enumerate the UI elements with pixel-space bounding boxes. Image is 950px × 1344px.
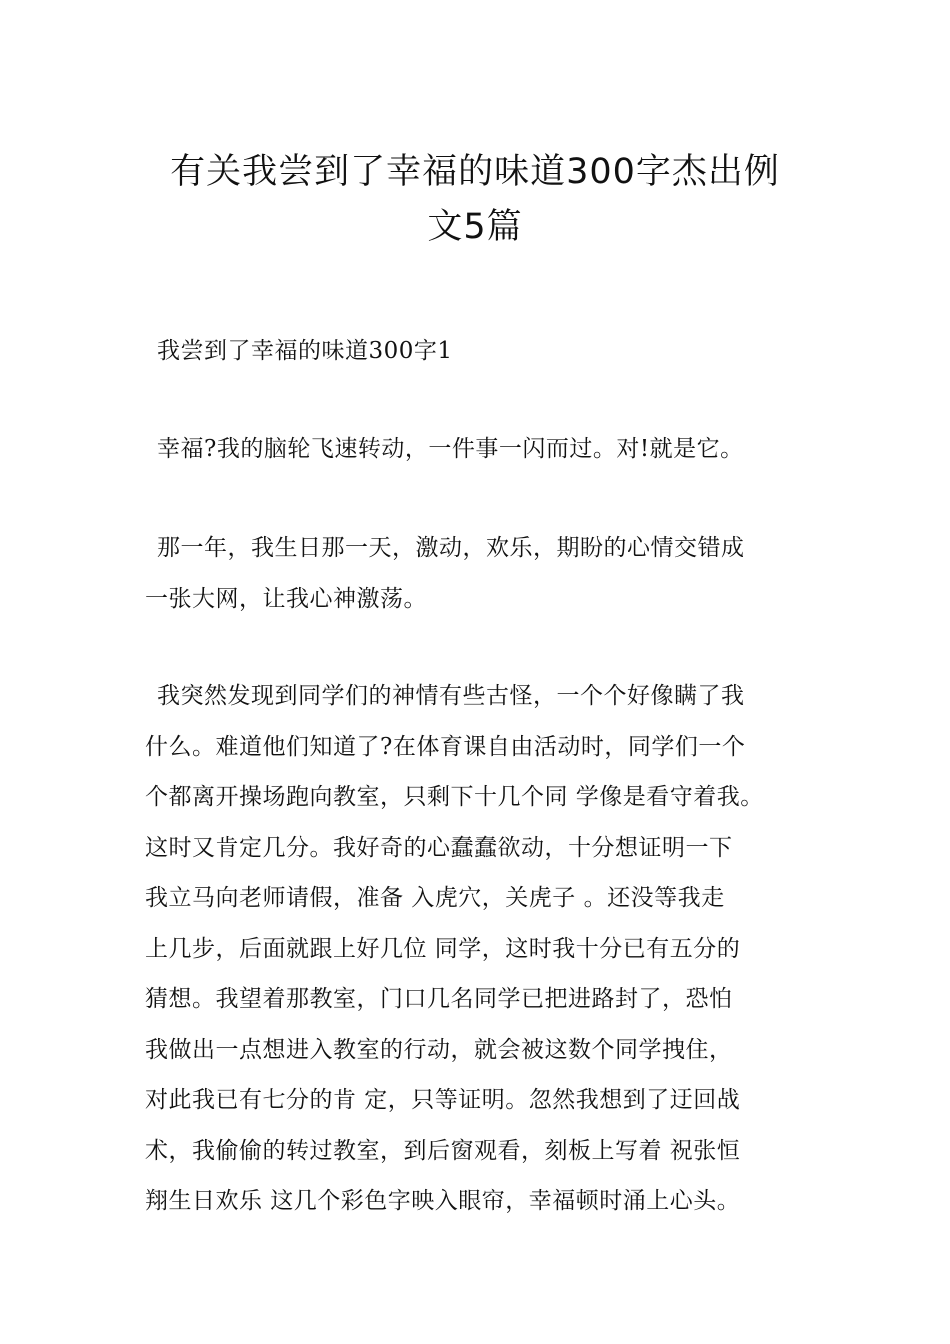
paragraph-3 (145, 671, 835, 1227)
paragraph-1 (145, 424, 835, 475)
paragraph-line: 我做出一点想进入教室的行动，就会被这数个同学拽住， (145, 1036, 733, 1063)
paragraph-line: 我立马向老师请假，准备 入虎穴，关虎子 。还没等我走 (145, 885, 725, 911)
title-line: 有关我尝到了幸福的味道300字杰出例 (170, 152, 780, 193)
paragraph-line: 这时又肯定几分。我好奇的心蠢蠢欲动，十分想证明一下 (145, 834, 733, 861)
document-title (140, 145, 810, 255)
paragraph-line: 那一年，我生日那一天，激动，欢乐，期盼的心情交错成 (157, 535, 745, 561)
paragraph-line: 什么。难道他们知道了?在体育课自由活动时，同学们一个 (145, 733, 746, 760)
section-heading (145, 326, 835, 377)
paragraph-line: 个都离开操场跑向教室，只剩下十几个同 学像是看守着我。 (145, 784, 764, 810)
paragraph-line: 猜想。我望着那教室，门口几名同学已把进路封了，恐怕 (145, 986, 733, 1012)
paragraph-line: 一张大网，让我心神激荡。 (145, 585, 427, 612)
paragraph-line: 翔生日欢乐 这几个彩色字映入眼帘，幸福顿时涌上心头。 (145, 1188, 741, 1214)
paragraph-line: 术，我偷偷的转过教室，到后窗观看，刻板上写着 祝张恒 (145, 1137, 741, 1164)
paragraph-2 (145, 523, 835, 624)
title-line: 文5篇 (427, 207, 523, 248)
paragraph-line: 幸福?我的脑轮飞速转动，一件事一闪而过。对!就是它。 (157, 436, 744, 462)
section-heading-text: 我尝到了幸福的味道300字1 (157, 338, 453, 364)
paragraph-line: 上几步，后面就跟上好几位 同学，这时我十分已有五分的 (145, 935, 741, 962)
paragraph-line: 我突然发现到同学们的神情有些古怪，一个个好像瞒了我 (157, 683, 745, 709)
paragraph-line: 对此我已有七分的肯 定，只等证明。忽然我想到了迂回战 (145, 1087, 741, 1113)
